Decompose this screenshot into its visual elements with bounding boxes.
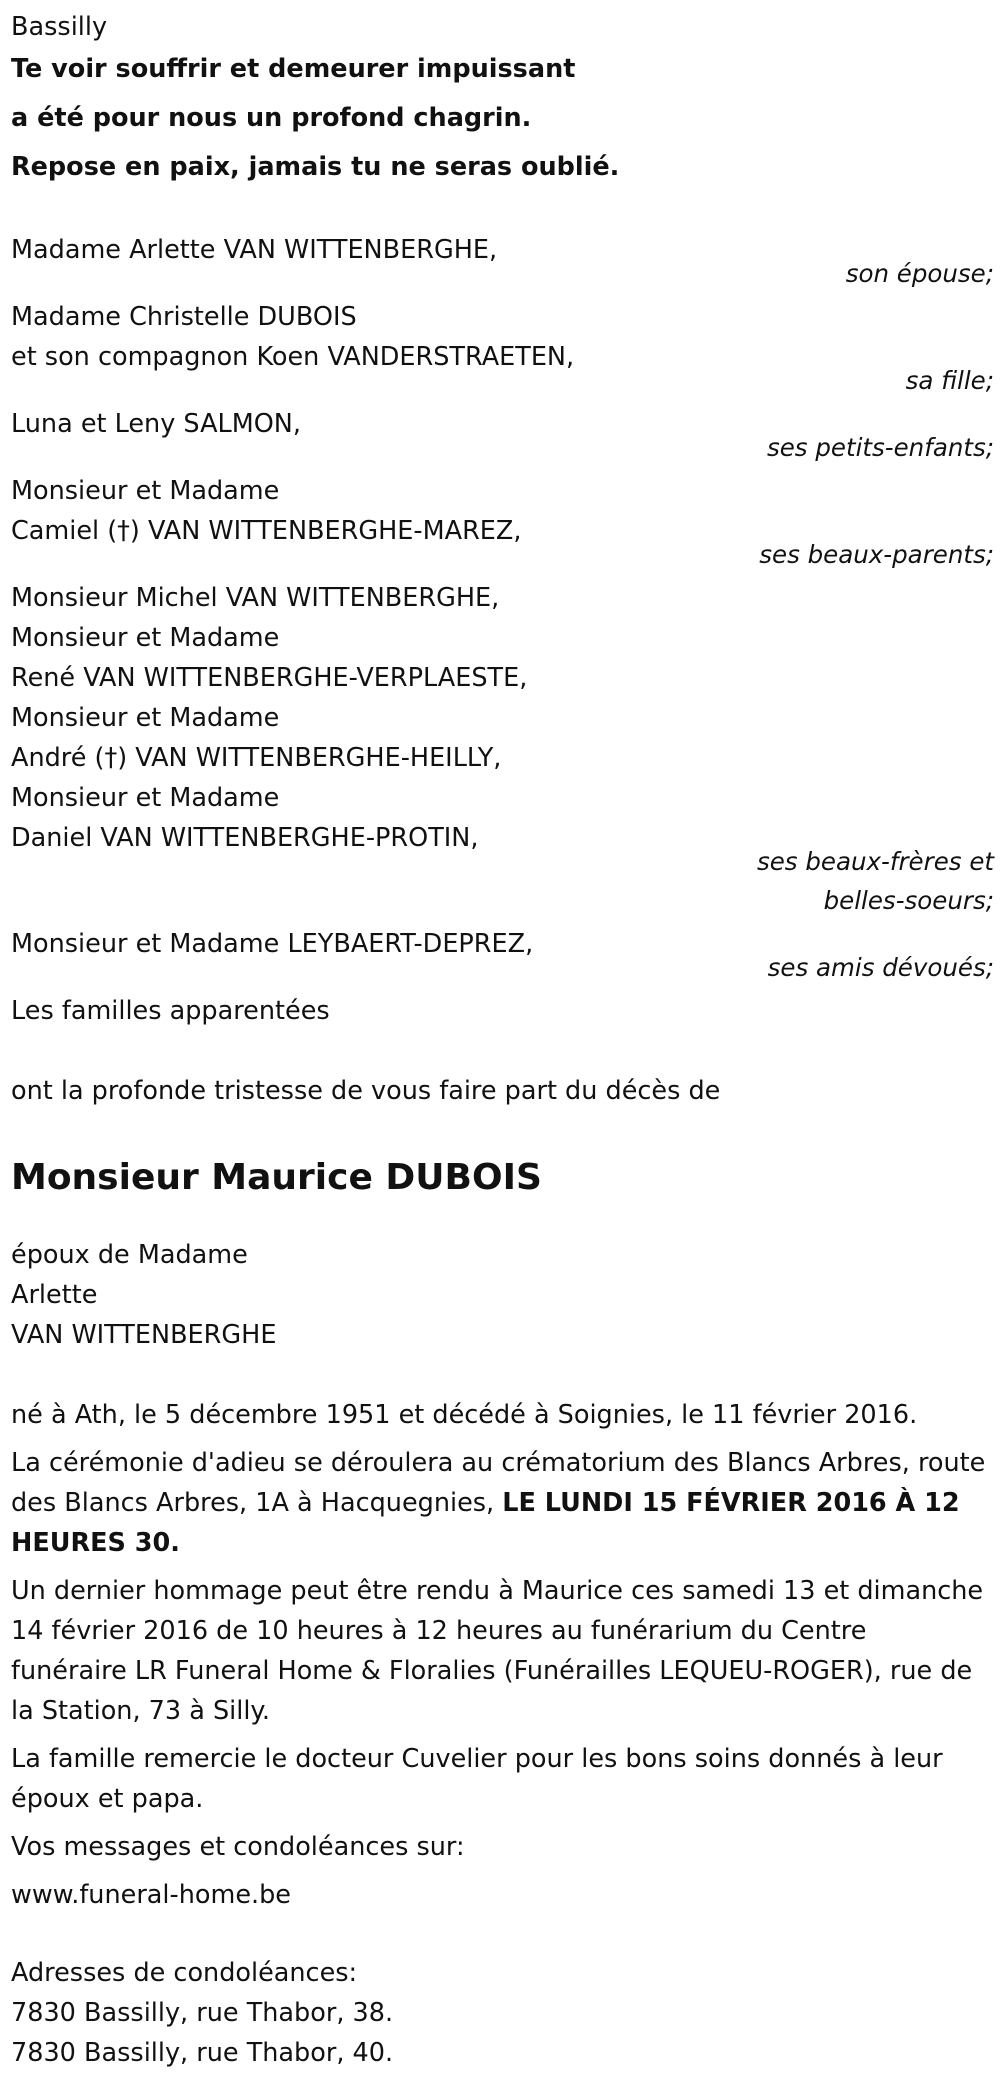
condolence-addresses [11, 1953, 1000, 2073]
poem-line-2: a été pour nous un profond chagrin. [11, 103, 532, 133]
family-name-line: André (†) VAN WITTENBERGHE-HEILLY, [11, 743, 502, 773]
family-role: son épouse; [845, 259, 994, 288]
family-entry [11, 404, 1000, 467]
spouse-block [11, 1235, 1000, 1355]
condolence-address: 7830 Bassilly, rue Thabor, 38. [11, 1998, 394, 2028]
family-name-line: Monsieur et Madame [11, 476, 280, 506]
ceremony-text: La cérémonie d'adieu se déroulera au crématorium des Blancs Arbres, route des Blancs Arbres, 1A à Hacquegnies, [11, 1448, 986, 1518]
family-name-line: Madame Christelle DUBOIS [11, 302, 357, 332]
family-role: ses amis dévoués; [767, 953, 994, 982]
family-role: ses petits-enfants; [766, 433, 994, 462]
family-name-line: Daniel VAN WITTENBERGHE-PROTIN, [11, 823, 479, 853]
family-name-line: et son compagnon Koen VANDERSTRAETEN, [11, 342, 575, 372]
spouse-line: VAN WITTENBERGHE [11, 1320, 277, 1350]
deceased-name: Monsieur Maurice DUBOIS [11, 1157, 542, 1198]
family-role: ses beaux-parents; [759, 540, 994, 569]
ceremony-info [11, 1443, 986, 1563]
messages-label: Vos messages et condoléances sur: [11, 1832, 465, 1862]
thanks-note: La famille remercie le docteur Cuvelier pour les bons soins donnés à leur époux et papa. [11, 1744, 943, 1814]
family-entry [11, 471, 1000, 574]
poem-line-1: Te voir souffrir et demeurer impuissant [11, 54, 576, 84]
family-role: belles-soeurs; [823, 886, 994, 915]
birth-death-dates: né à Ath, le 5 décembre 1951 et décédé à Soignies, le 11 février 2016. [11, 1400, 918, 1430]
spouse-line: Arlette [11, 1280, 98, 1310]
family-name-line: Madame Arlette VAN WITTENBERGHE, [11, 235, 498, 265]
tribute-info: Un dernier hommage peut être rendu à Maurice ces samedi 13 et dimanche 14 février 2016 de 10 heures à 12 heures au funérarium du Centre funéraire LR Funeral Home & Floralies (Funérailles LEQUEU-ROGER), rue de la Station, 73 à Silly. [11, 1576, 984, 1726]
condolence-address: 7830 Bassilly, rue Thabor, 40. [11, 2038, 394, 2068]
family-name-line: Monsieur et Madame [11, 703, 280, 733]
family-name-line: Monsieur et Madame [11, 623, 280, 653]
family-name-line: René VAN WITTENBERGHE-VERPLAESTE, [11, 663, 528, 693]
family-name-line: Luna et Leny SALMON, [11, 409, 301, 439]
family-entry [11, 230, 1000, 293]
place-name: Bassilly [11, 12, 108, 42]
family-role: sa fille; [905, 366, 994, 395]
poem-line-3: Repose en paix, jamais tu ne seras oublié. [11, 152, 620, 182]
family-entry [11, 578, 1000, 920]
family-list [11, 230, 1000, 1031]
website-link[interactable]: www.funeral-home.be [11, 1880, 291, 1910]
announcement: ont la profonde tristesse de vous faire part du décès de [11, 1076, 721, 1106]
family-name-line: Camiel (†) VAN WITTENBERGHE-MAREZ, [11, 516, 522, 546]
family-role: ses beaux-frères et [756, 847, 994, 876]
family-name-line: Les familles apparentées [11, 996, 330, 1026]
family-entry [11, 297, 1000, 400]
ceremony-date: LE LUNDI 15 FÉVRIER 2016 À 12 HEURES 30. [11, 1488, 960, 1558]
family-entry [11, 991, 1000, 1031]
family-name-line: Monsieur et Madame LEYBAERT-DEPREZ, [11, 929, 534, 959]
family-name-line: Monsieur Michel VAN WITTENBERGHE, [11, 583, 500, 613]
family-entry [11, 924, 1000, 987]
condolences-label: Adresses de condoléances: [11, 1958, 358, 1988]
family-name-line: Monsieur et Madame [11, 783, 280, 813]
spouse-line: époux de Madame [11, 1240, 248, 1270]
